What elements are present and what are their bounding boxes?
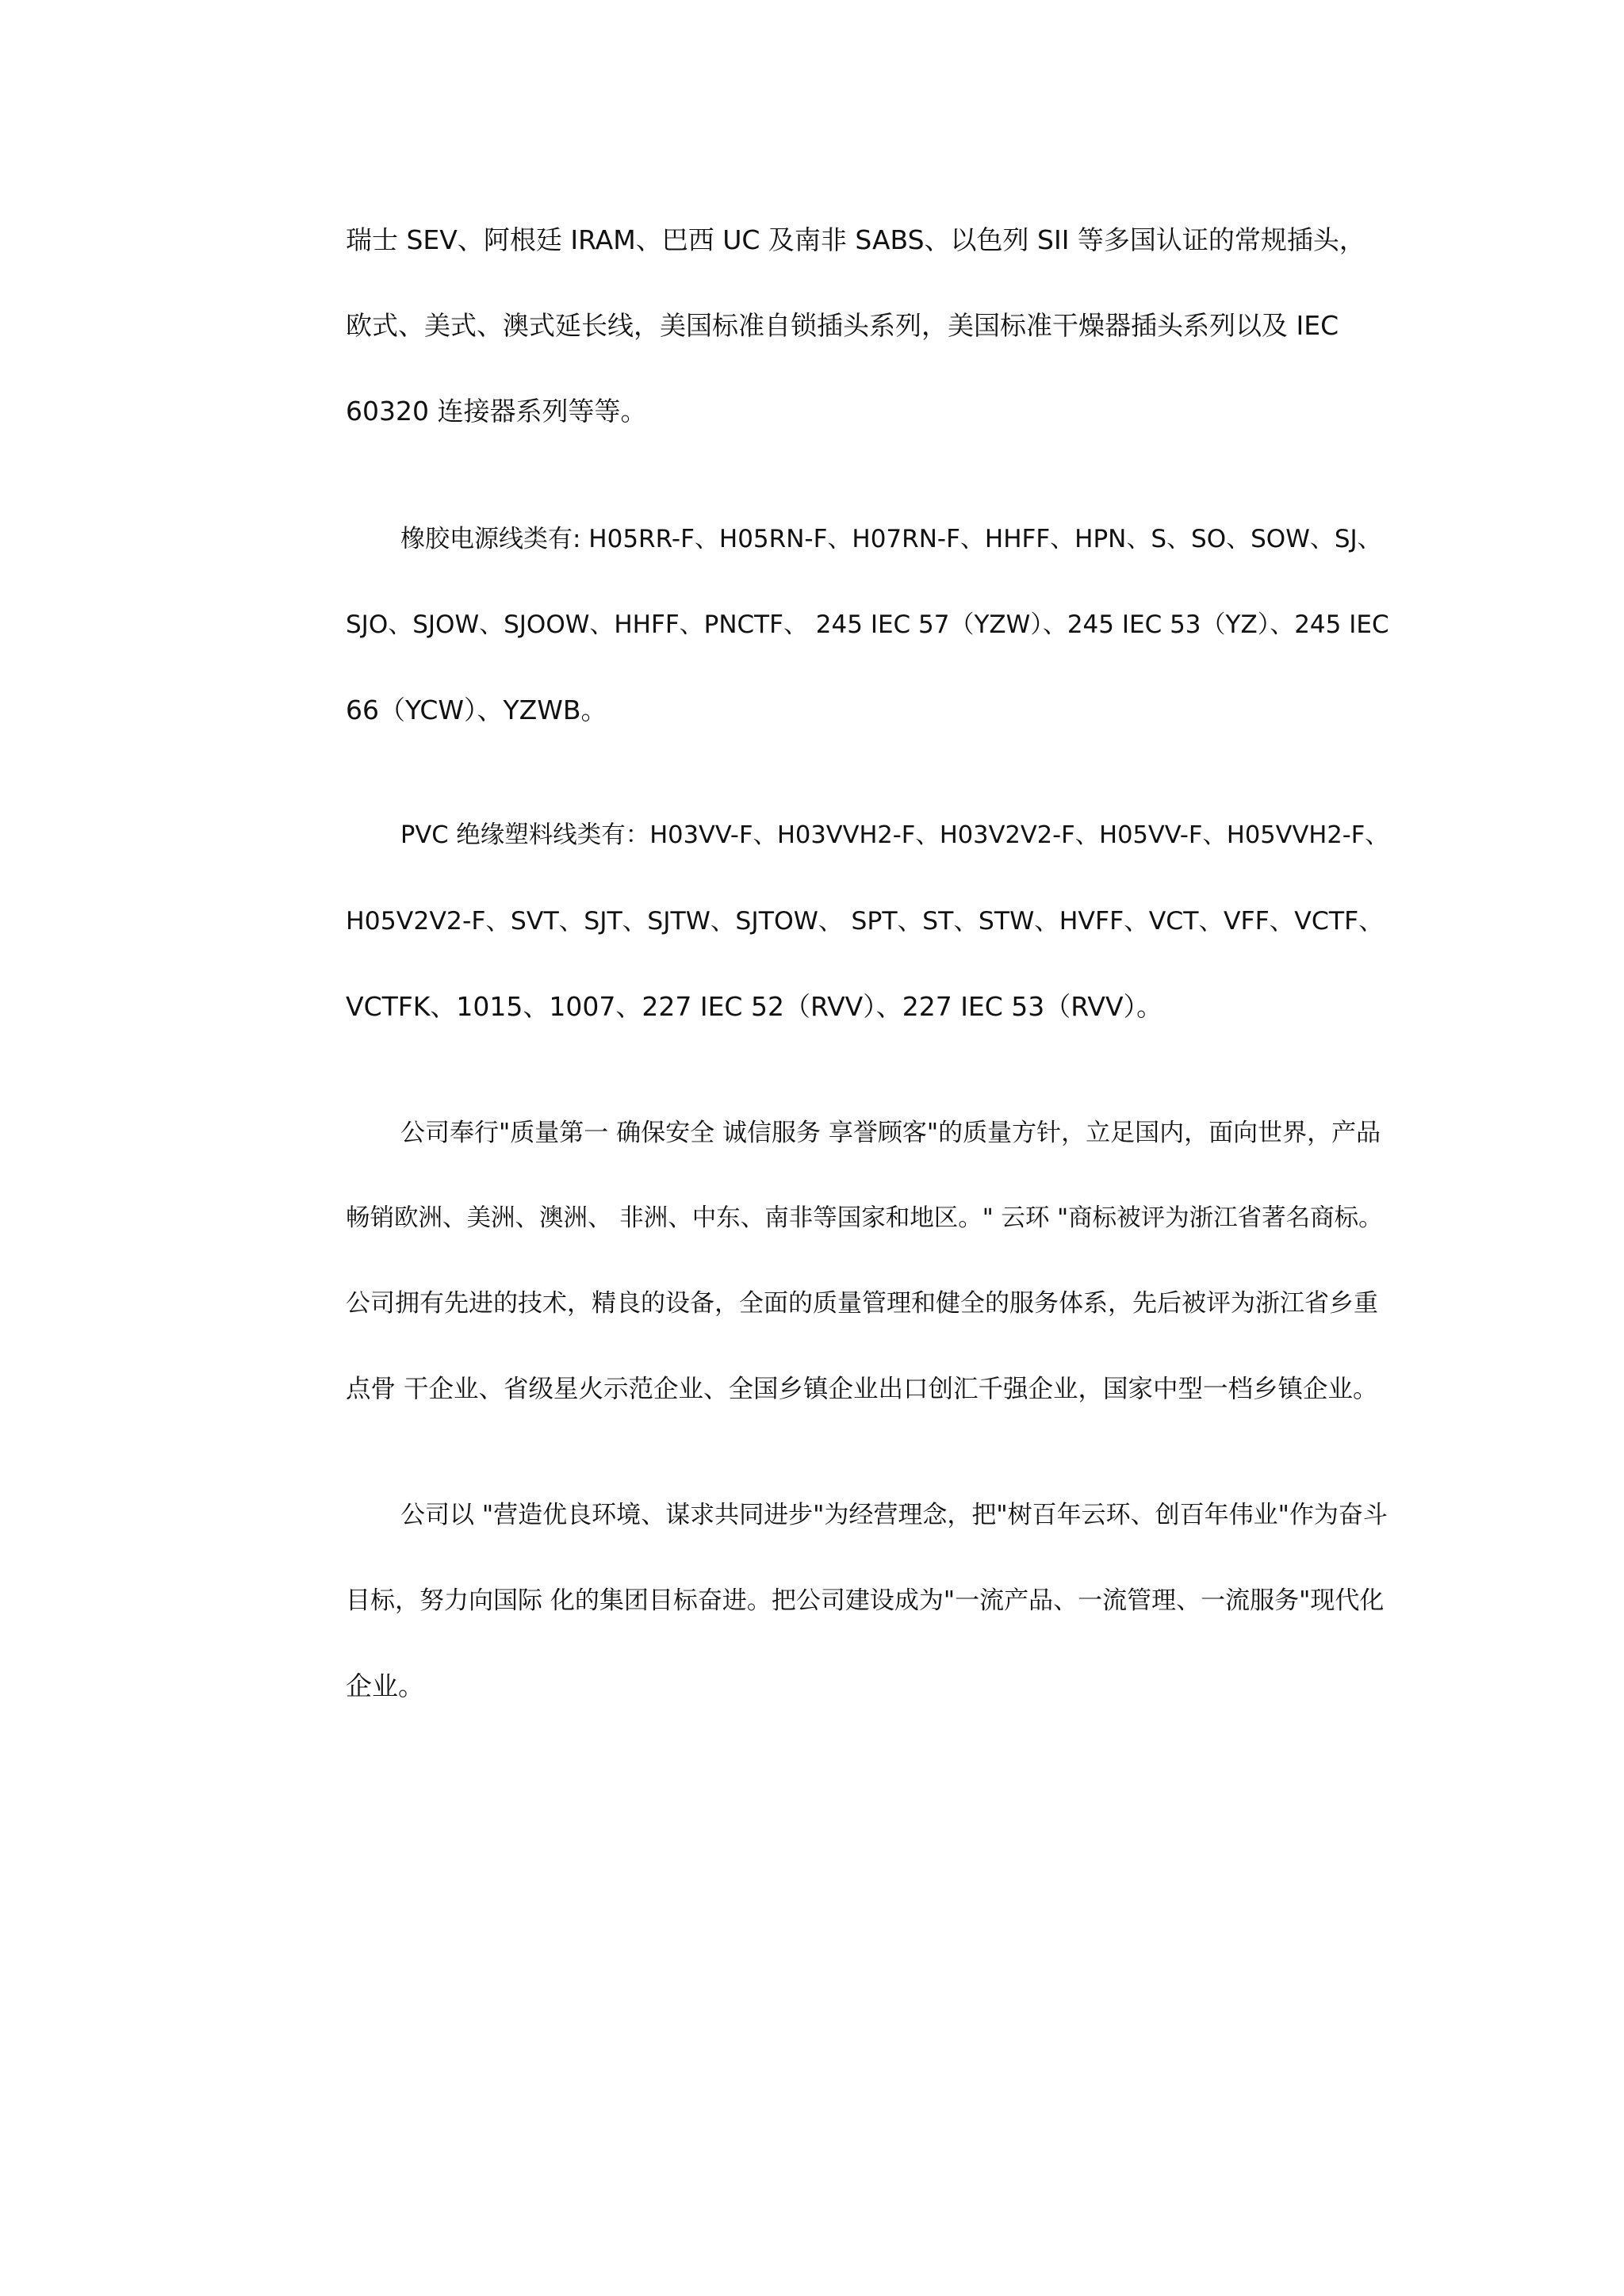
text-line: 点骨 干企业、省级星火示范企业、全国乡镇企业出口创汇千强企业，国家中型一档乡镇企业。 [346,1375,1378,1403]
text-line: 公司以 "营造优良环境、谋求共同进步"为经营理念，把"树百年云环、创百年伟业"作为奋斗 [400,1501,1388,1529]
text-line: 瑞士 SEV、阿根廷 IRAM、巴西 UC 及南非 SABS、以色列 SII 等多国认证的常规插头， [346,224,1365,255]
text-line: SJO、SJOW、SJOOW、HHFF、PNCTF、 245 IEC 57（YZW）、245 IEC 53（YZ）、245 IEC [346,610,1389,639]
text-line: 60320 连接器系列等等。 [346,396,647,427]
text-line: 公司奉行"质量第一 确保安全 诚信服务 享誉顾客"的质量方针，立足国内，面向世界，产品 [400,1119,1381,1147]
text-line: 目标，努力向国际 化的集团目标奋进。把公司建设成为"一流产品、一流管理、一流服务"现代化 [346,1586,1385,1615]
text-line: 公司拥有先进的技术，精良的设备，全面的质量管理和健全的服务体系，先后被评为浙江省乡重 [346,1289,1378,1318]
text-line: 畅销欧洲、美洲、澳洲、 非洲、中东、南非等国家和地区。" 云环 "商标被评为浙江省著名商标。 [346,1204,1383,1232]
text-line: 66（YCW）、YZWB。 [346,695,607,725]
text-line: VCTFK、1015、1007、227 IEC 52（RVV）、227 IEC 53（RVV）。 [346,991,1163,1022]
text-line: 欧式、美式、澳式延长线，美国标准自锁插头系列，美国标准干燥器插头系列以及 IEC [346,310,1339,341]
text-line: H05V2V2-F、SVT、SJT、SJTW、SJTOW、 SPT、ST、STW、HVFF、VCT、VFF、VCTF、 [346,907,1384,936]
text-line: PVC 绝缘塑料线类有：H03VV-F、H03VVH2-F、H03V2V2-F、H05VV-F、H05VVH2-F、 [400,821,1389,849]
text-line: 企业。 [346,1670,424,1701]
text-line: 橡胶电源线类有: H05RR-F、H05RN-F、H07RN-F、HHFF、HPN、S、SO、SOW、SJ、 [400,525,1382,553]
